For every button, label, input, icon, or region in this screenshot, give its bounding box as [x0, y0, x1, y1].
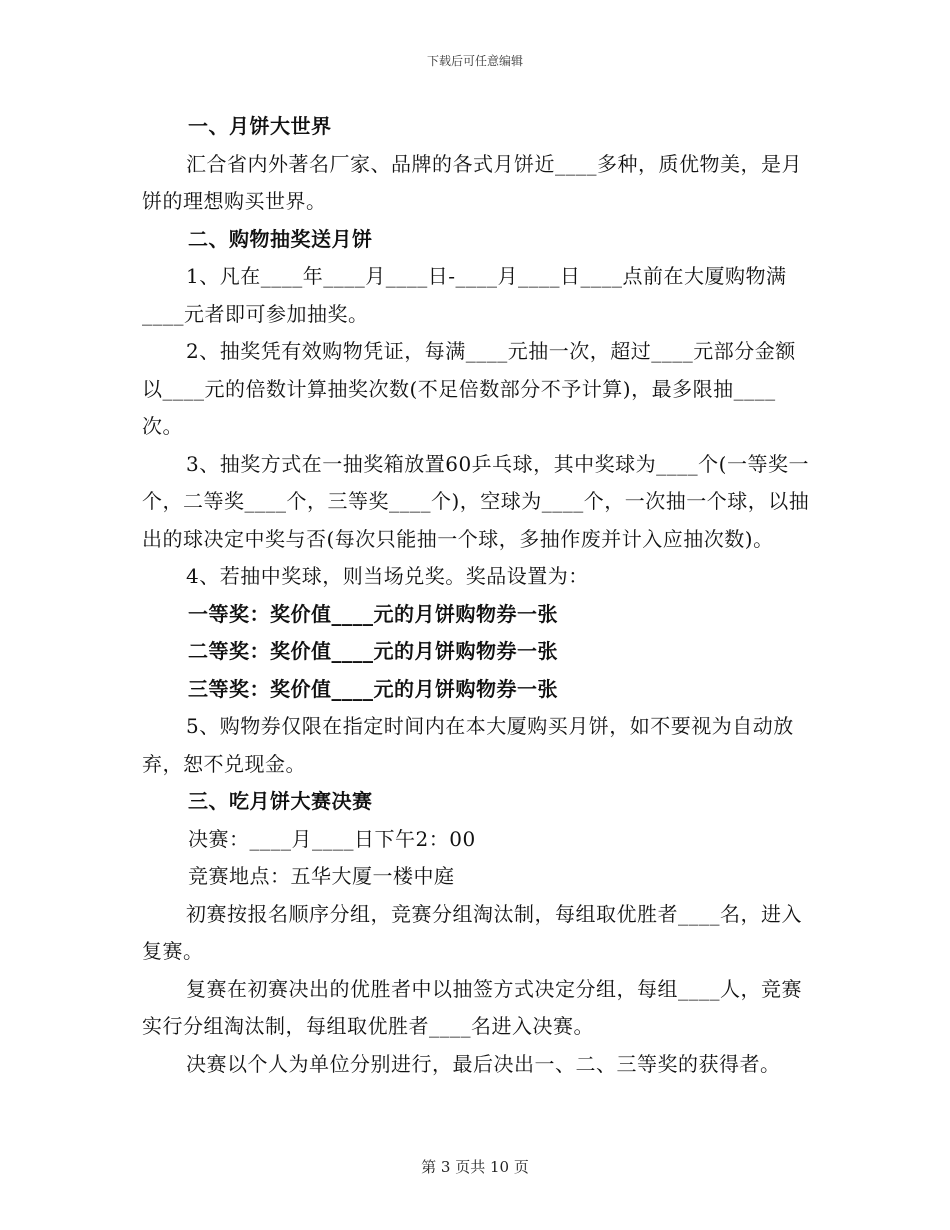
prize-first: 一等奖：奖价值____元的月饼购物券一张	[188, 601, 558, 626]
paragraph-rule-5: 5、购物券仅限在指定时间内在本大厦购买月饼，如不要视为自动放弃，恕不兑现金。	[142, 714, 794, 776]
contest-location: 竞赛地点：五华大厦一楼中庭	[188, 864, 455, 888]
prize-third: 三等奖：奖价值____元的月饼购物券一张	[188, 676, 558, 701]
section-heading-contest: 三、吃月饼大赛决赛	[188, 789, 373, 813]
prize-second: 二等奖：奖价值____元的月饼购物券一张	[188, 639, 558, 663]
document-body	[142, 108, 814, 1083]
paragraph-rule-4: 4、若抽中奖球，则当场兑奖。奖品设置为：	[186, 564, 589, 588]
section-heading-mooncake-world: 一、月饼大世界	[188, 114, 332, 138]
paragraph-rule-3: 3、抽奖方式在一抽奖箱放置60乒乓球，其中奖球为____个(一等奖一个，二等奖____个，三等奖____个)，空球为____个，一次抽一个球，以抽出的球决定中奖与否(每次只能抽一个球，多抽作废并计入应抽次数)。	[142, 451, 810, 551]
paragraph-rule-2: 2、抽奖凭有效购物凭证，每满____元抽一次，超过____元部分金额以____元的倍数计算抽奖次数(不足倍数部分不予计算)，最多限抽____次。	[142, 339, 796, 438]
page-header: 下载后可任意编辑	[426, 54, 523, 68]
paragraph-semifinal: 复赛在初赛决出的优胜者中以抽签方式决定分组，每组____人，竞赛实行分组淘汰制，每组取优胜者____名进入决赛。	[142, 976, 802, 1038]
paragraph-final: 决赛以个人为单位分别进行，最后决出一、二、三等奖的获得者。	[186, 1051, 781, 1076]
section-heading-lottery: 二、购物抽奖送月饼	[188, 226, 373, 251]
paragraph-mooncake-world: 汇合省内外著名厂家、品牌的各式月饼近____多种，质优物美，是月饼的理想购买世界。	[142, 151, 802, 213]
page-footer: 第 3 页共 10 页	[421, 1158, 529, 1176]
final-time: 决赛：____月____日下午2：00	[188, 826, 476, 851]
paragraph-rule-1: 1、凡在____年____月____日-____月____日____点前在大厦购物满____元者即可参加抽奖。	[142, 264, 787, 326]
paragraph-preliminary: 初赛按报名顺序分组，竞赛分组淘汰制，每组取优胜者____名，进入复赛。	[142, 901, 802, 963]
